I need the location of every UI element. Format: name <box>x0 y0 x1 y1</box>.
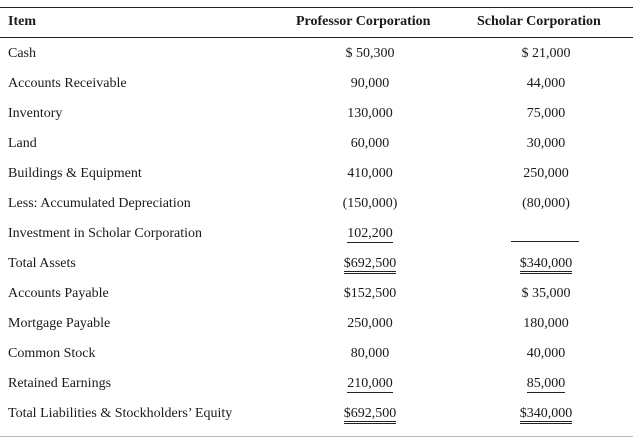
table-row <box>0 40 633 70</box>
header-scholar-corporation: Scholar Corporation <box>477 14 601 29</box>
professor-amount: 130,000 <box>347 106 393 121</box>
professor-amount: $152,500 <box>343 286 397 301</box>
table-row <box>0 160 633 190</box>
header-professor-corporation: Professor Corporation <box>296 14 431 29</box>
scholar-amount: 44,000 <box>526 76 566 91</box>
row-label: Inventory <box>8 106 63 121</box>
scholar-value <box>506 376 586 392</box>
table-row <box>0 370 633 400</box>
table-row <box>0 340 633 370</box>
row-label: Accounts Receivable <box>8 76 127 91</box>
professor-value <box>330 166 410 182</box>
professor-amount: 250,000 <box>347 316 393 331</box>
row-label: Less: Accumulated Depreciation <box>8 196 191 211</box>
professor-amount: 80,000 <box>350 346 390 361</box>
scholar-value <box>506 406 586 422</box>
table-row <box>0 190 633 220</box>
professor-value <box>330 76 410 92</box>
header-rule <box>0 37 633 38</box>
row-label: Cash <box>8 46 36 61</box>
scholar-value <box>506 286 586 302</box>
professor-value <box>330 106 410 122</box>
professor-amount: 60,000 <box>350 136 390 151</box>
scholar-value <box>506 166 586 182</box>
scholar-value <box>506 106 586 122</box>
scholar-amount: $340,000 <box>520 406 573 424</box>
scholar-amount: $340,000 <box>520 256 573 274</box>
row-label: Buildings & Equipment <box>8 166 142 181</box>
row-label: Investment in Scholar Corporation <box>8 226 203 241</box>
professor-amount: 210,000 <box>347 376 393 391</box>
professor-value <box>330 406 410 422</box>
scholar-subtotal-rule <box>511 241 579 242</box>
table-row <box>0 280 633 310</box>
table-row <box>0 70 633 100</box>
scholar-amount: 180,000 <box>523 316 569 331</box>
table-row <box>0 130 633 160</box>
scholar-amount: $ 35,000 <box>521 286 571 301</box>
professor-value <box>330 346 410 362</box>
row-label: Land <box>8 136 37 151</box>
professor-amount: 102,200 <box>347 226 393 241</box>
scholar-amount: 40,000 <box>526 346 566 361</box>
professor-amount: (150,000) <box>342 196 398 211</box>
row-label: Mortgage Payable <box>8 316 111 331</box>
scholar-value <box>506 256 586 272</box>
professor-amount: 90,000 <box>350 76 390 91</box>
professor-value <box>330 286 410 302</box>
professor-amount: $692,500 <box>344 406 397 424</box>
professor-value <box>330 256 410 272</box>
scholar-value <box>506 136 586 152</box>
row-label: Retained Earnings <box>8 376 112 391</box>
professor-value <box>330 316 410 332</box>
table-row <box>0 100 633 130</box>
scholar-amount: $ 21,000 <box>521 46 571 61</box>
row-label: Total Assets <box>8 256 76 271</box>
table-row <box>0 220 633 250</box>
table-row <box>0 310 633 340</box>
scholar-amount: 85,000 <box>526 376 566 391</box>
table-row <box>0 250 633 280</box>
professor-value <box>330 376 410 392</box>
professor-value <box>330 46 410 62</box>
scholar-amount: (80,000) <box>522 196 570 211</box>
table-row <box>0 400 633 430</box>
scholar-value <box>506 76 586 92</box>
header-item: Item <box>8 14 36 29</box>
scholar-amount: 75,000 <box>526 106 566 121</box>
scholar-value <box>506 346 586 362</box>
row-label: Common Stock <box>8 346 96 361</box>
scholar-value <box>506 46 586 62</box>
professor-value <box>330 136 410 152</box>
table-header-row <box>0 8 633 37</box>
professor-amount: $ 50,300 <box>345 46 395 61</box>
scholar-amount: 30,000 <box>526 136 566 151</box>
scholar-value <box>506 316 586 332</box>
row-label: Accounts Payable <box>8 286 109 301</box>
scholar-amount: 250,000 <box>523 166 569 181</box>
professor-value <box>330 196 410 212</box>
row-label: Total Liabilities & Stockholders’ Equity <box>8 406 233 421</box>
professor-amount: $692,500 <box>344 256 397 274</box>
professor-amount: 410,000 <box>347 166 393 181</box>
bottom-rule <box>0 436 633 437</box>
professor-value <box>330 226 410 242</box>
scholar-value <box>506 196 586 212</box>
